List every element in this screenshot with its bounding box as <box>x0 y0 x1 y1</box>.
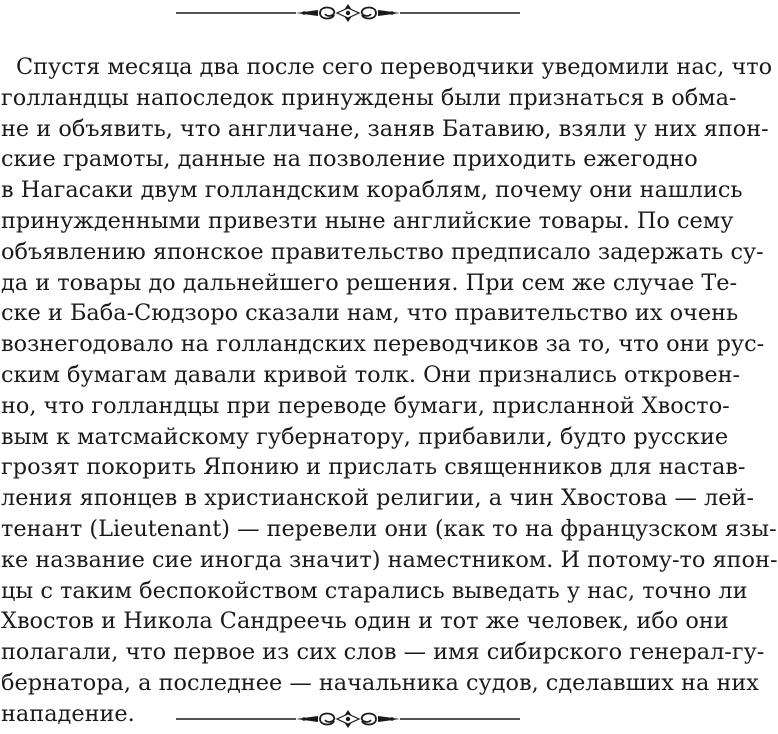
top-ornament <box>0 2 696 26</box>
text-line: тенант (Lieutenant) — перевели они (как то на французском язы- <box>1 515 777 542</box>
text-line: бернатора, а последнее — начальника судов, сделавших на них <box>1 669 759 696</box>
text-line: в Нагасаки двум голландским кораблям, почему они нашлись <box>1 177 743 204</box>
text-line: Хвостов и Никола Сандреечь один и тот же человек, ибо они <box>1 608 729 635</box>
body-text <box>1 52 778 730</box>
text-line: ские грамоты, данные на позволение приходить ежегодно <box>1 146 698 173</box>
text-line: принужденными привезти ныне английские товары. По сему <box>1 207 734 234</box>
text-line: Спустя месяца два после сего переводчики уведомили нас, что <box>16 54 773 80</box>
text-line: вознегодовало на голландских переводчиков за то, что они рус- <box>1 331 765 358</box>
text-line: объявлению японское правительство предписало задержать су- <box>1 238 764 265</box>
text-line: да и товары до дальнейшего решения. При сем же случае Те- <box>1 269 738 296</box>
text-line: ления японцев в христианской религии, а чин Хвостова — лей- <box>1 485 754 512</box>
text-line: цы с таким беспокойством старались выведать у нас, точно ли <box>1 577 748 604</box>
scroll-flourish-icon <box>168 708 528 730</box>
text-line: ским бумагам давали кривой толк. Они признались откровен- <box>1 361 741 388</box>
text-line: но, что голландцы при переводе бумаги, присланной Хвосто- <box>1 392 730 419</box>
bottom-ornament <box>0 708 696 732</box>
text-line: ке название сие иногда значит) наместником. И потому-то япон- <box>1 546 778 573</box>
text-line: ске и Баба-Сюдзоро сказали нам, что правительство их очень <box>1 300 739 327</box>
text-line: полагали, что первое из сих слов — имя сибирского генерал-гу- <box>1 639 765 666</box>
scroll-flourish-icon <box>168 2 528 24</box>
text-line: голландцы напоследок принуждены были признаться в обма- <box>1 84 737 111</box>
text-line: грозят покорить Японию и прислать священников для настав- <box>1 454 746 481</box>
text-line: вым к матсмайскому губернатору, прибавили, будто русские <box>1 423 729 450</box>
text-line: нападение. <box>1 700 135 727</box>
text-line: не и объявить, что англичане, заняв Батавию, взяли у них япон- <box>1 115 769 142</box>
